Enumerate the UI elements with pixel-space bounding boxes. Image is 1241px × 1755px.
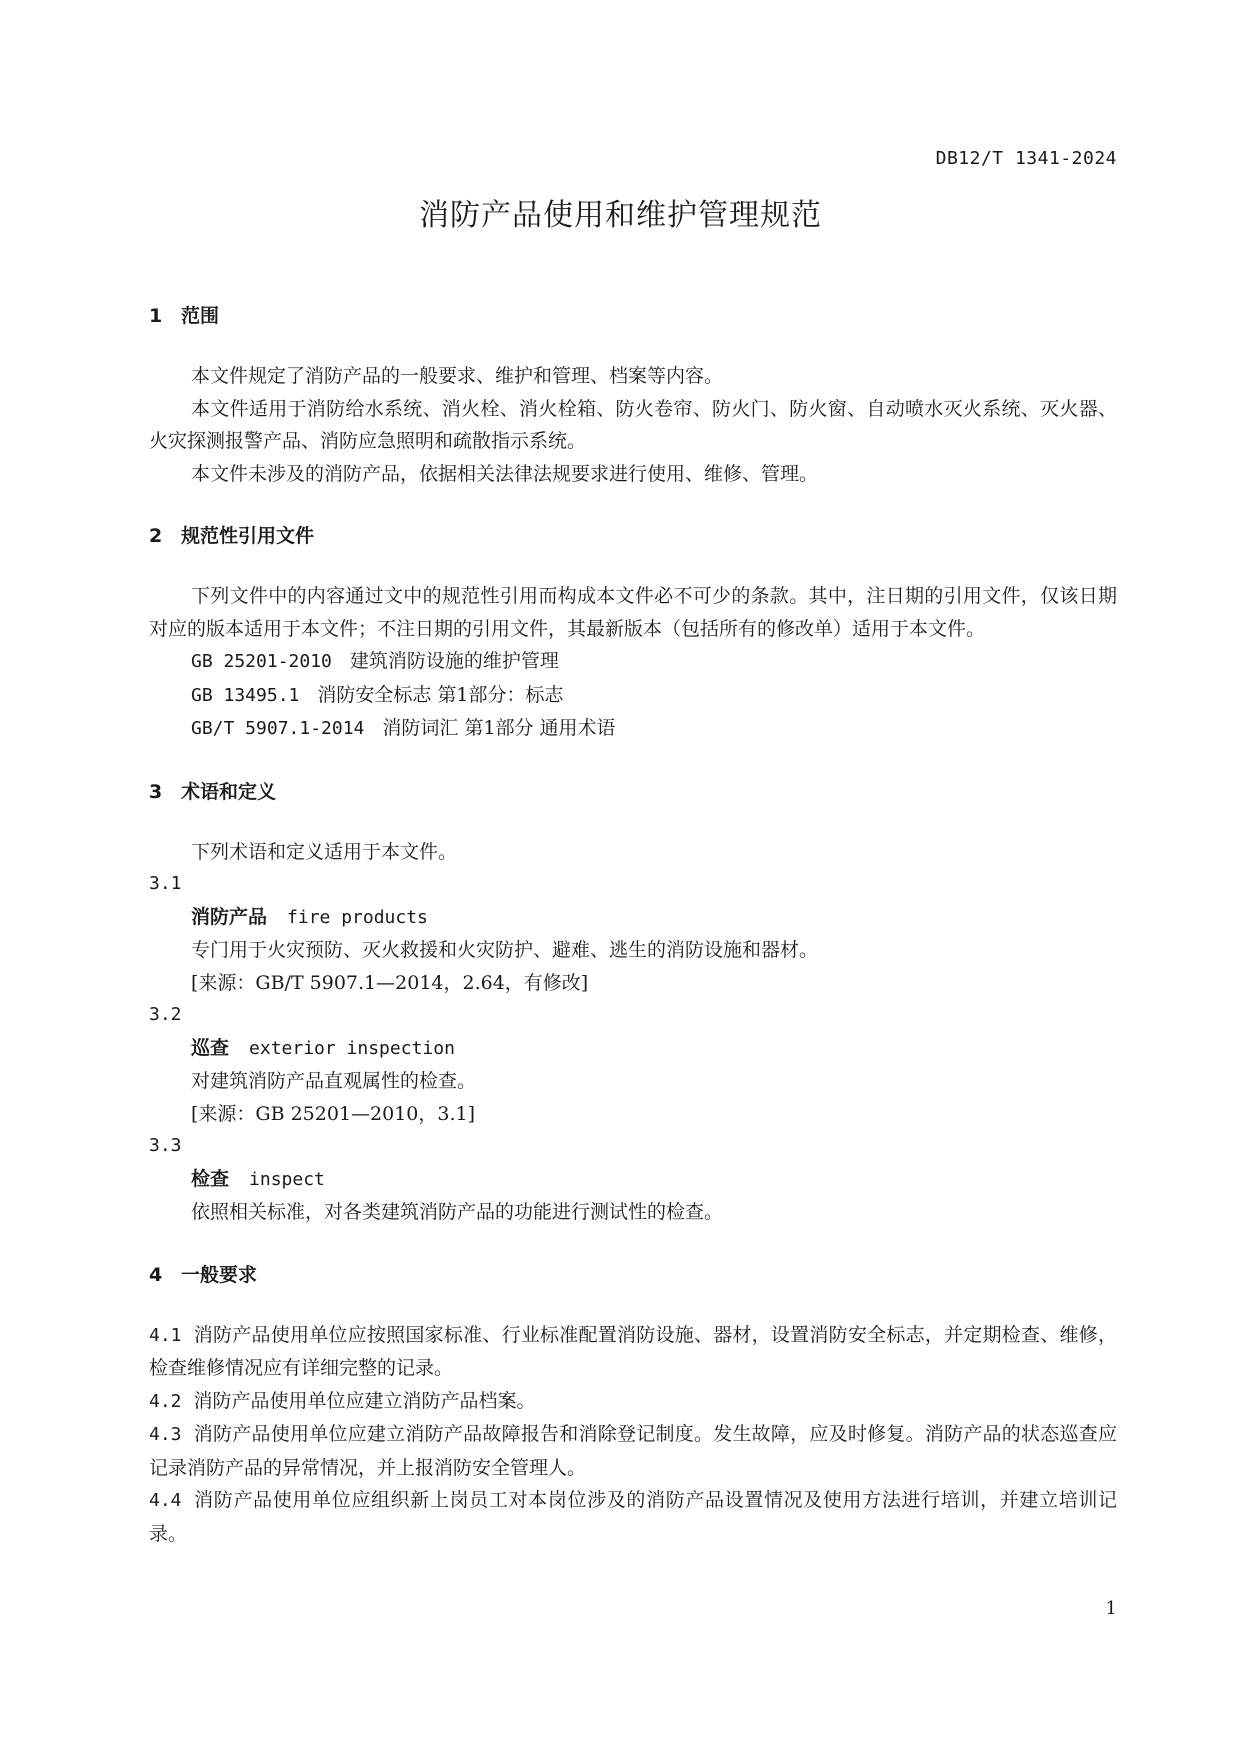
section-number: 3 xyxy=(149,780,163,803)
page-number: 1 xyxy=(1105,1598,1117,1619)
section-heading-terms xyxy=(149,776,1117,808)
reference-item xyxy=(149,679,1117,713)
references-intro-paragraph: 下列文件中的内容通过文中的规范性引用而构成本文件必不可少的条款。其中，注日期的引用文件，仅该日期对应的版本适用于本文件；不注日期的引用文件，其最新版本（包括所有的修改单）适用于本文件。 xyxy=(149,585,1117,640)
scope-paragraph-2: 本文件适用于消防给水系统、消火栓、消火栓箱、防火卷帘、防火门、防火窗、自动喷水灭火系统、灭火器、火灾探测报警产品、消防应急照明和疏散指示系统。 xyxy=(149,397,1117,452)
reference-name: 消防安全标志 第1部分：标志 xyxy=(317,683,564,706)
term-source: [来源：GB 25201—2010，3.1] xyxy=(191,1102,476,1125)
requirement-number: 4.2 xyxy=(149,1390,182,1412)
term-definition: 对建筑消防产品直观属性的检查。 xyxy=(191,1070,477,1092)
term-chinese: 巡查 xyxy=(191,1036,230,1059)
term-number: 3.3 xyxy=(149,1135,182,1156)
reference-name: 消防词汇 第1部分 通用术语 xyxy=(382,717,616,739)
reference-item xyxy=(149,645,1117,679)
requirement-text: 消防产品使用单位应建立消防产品故障报告和消除登记制度。发生故障，应及时修复。消防产品的状态巡查应记录消防产品的异常情况，并上报消防安全管理人。 xyxy=(149,1423,1117,1479)
requirement-number: 4.1 xyxy=(149,1324,182,1346)
section-number: 4 xyxy=(149,1263,163,1286)
terms-intro-paragraph: 下列术语和定义适用于本文件。 xyxy=(191,840,458,863)
reference-code: GB 13495.1 xyxy=(191,684,300,706)
requirement-number: 4.4 xyxy=(149,1490,182,1511)
requirement-text: 消防产品使用单位应组织新上岗员工对本岗位涉及的消防产品设置情况及使用方法进行培训，并建立培训记录。 xyxy=(149,1489,1117,1545)
section-title: 规范性引用文件 xyxy=(181,525,315,547)
reference-code: GB/T 5907.1-2014 xyxy=(191,718,365,739)
section-number: 1 xyxy=(149,305,163,327)
term-definition: 依照相关标准，对各类建筑消防产品的功能进行测试性的检查。 xyxy=(191,1201,724,1223)
document-title: 消防产品使用和维护管理规范 xyxy=(419,198,822,233)
requirement-text: 消防产品使用单位应按照国家标准、行业标准配置消防设施、器材，设置消防安全标志，并定期检查、维修，检查维修情况应有详细完整的记录。 xyxy=(149,1323,1117,1379)
document-body xyxy=(149,300,1117,1550)
document-code: DB12/T 1341-2024 xyxy=(935,148,1117,169)
section-number: 2 xyxy=(149,525,163,547)
term-heading xyxy=(149,901,1117,935)
requirement-item xyxy=(149,1385,1117,1419)
requirement-number: 4.3 xyxy=(149,1424,182,1445)
term-heading xyxy=(149,1163,1117,1197)
term-heading xyxy=(149,1032,1117,1066)
term-source: [来源：GB/T 5907.1—2014，2.64，有修改] xyxy=(191,971,589,994)
scope-paragraph-3: 本文件未涉及的消防产品，依据相关法律法规要求进行使用、维修、管理。 xyxy=(191,462,819,485)
reference-code: GB 25201-2010 xyxy=(191,651,332,672)
term-chinese: 检查 xyxy=(191,1167,230,1190)
term-number: 3.1 xyxy=(149,873,182,894)
section-heading-scope xyxy=(149,300,1117,332)
requirement-item xyxy=(149,1319,1117,1385)
section-title: 范围 xyxy=(181,305,220,327)
requirement-item xyxy=(149,1418,1117,1484)
requirement-item xyxy=(149,1484,1117,1550)
term-number: 3.2 xyxy=(149,1004,182,1025)
section-heading-normative-references xyxy=(149,520,1117,552)
requirement-text: 消防产品使用单位应建立消防产品档案。 xyxy=(193,1389,536,1412)
reference-item xyxy=(149,712,1117,746)
scope-paragraph-1: 本文件规定了消防产品的一般要求、维护和管理、档案等内容。 xyxy=(191,365,724,387)
section-title: 术语和定义 xyxy=(181,780,277,803)
term-english: inspect xyxy=(249,1168,325,1190)
term-english: fire products xyxy=(287,906,428,928)
term-english: exterior inspection xyxy=(249,1037,455,1059)
section-heading-general-requirements xyxy=(149,1259,1117,1291)
term-chinese: 消防产品 xyxy=(191,905,268,928)
section-title: 一般要求 xyxy=(181,1263,258,1286)
term-definition: 专门用于火灾预防、灭火救援和火灾防护、避难、逃生的消防设施和器材。 xyxy=(191,939,819,961)
reference-name: 建筑消防设施的维护管理 xyxy=(349,650,559,672)
